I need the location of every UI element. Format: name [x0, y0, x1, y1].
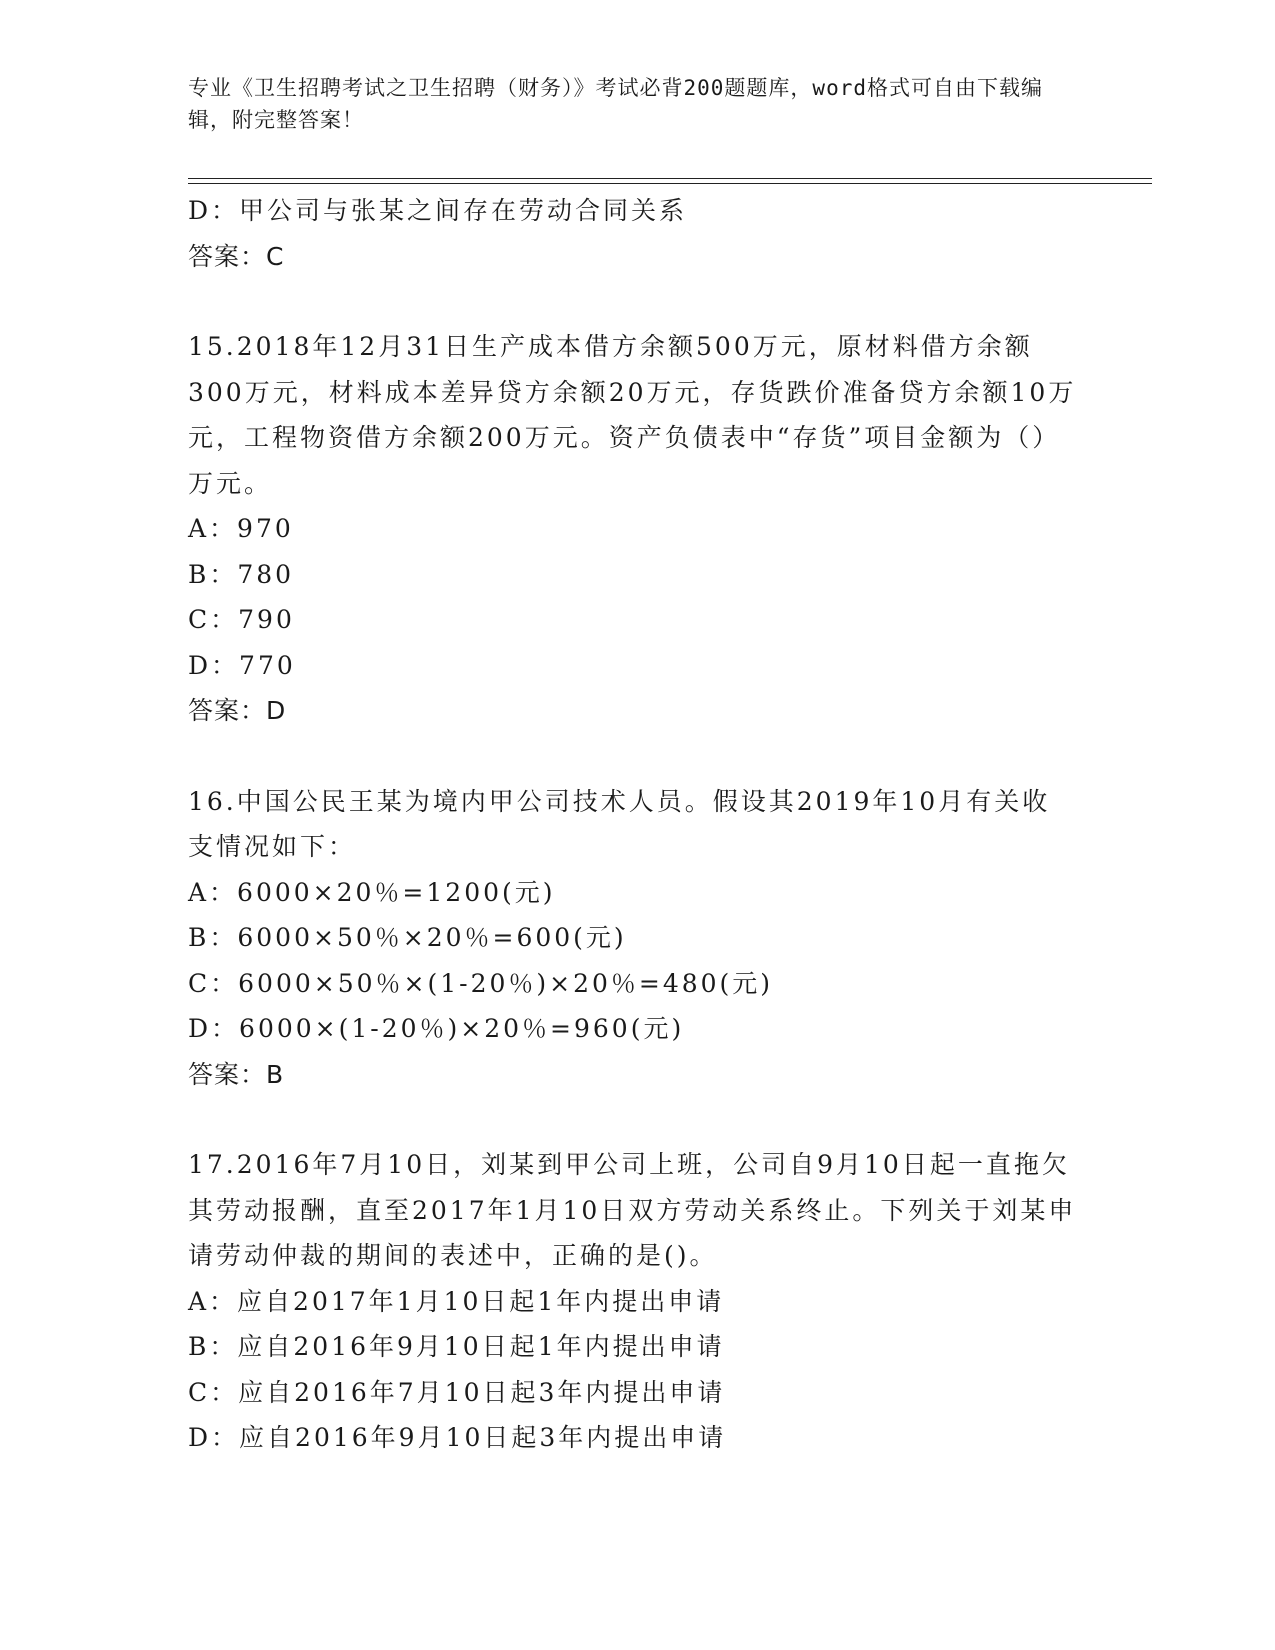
question-17-option-a: A：应自2017年1月10日起1年内提出申请 [188, 1286, 725, 1316]
prev-option-d: D：甲公司与张某之间存在劳动合同关系 [188, 196, 688, 225]
question-16-option-b: B：6000×50％×20％=600(元) [188, 923, 627, 952]
header-rule-top [188, 178, 1152, 179]
spacer [188, 1097, 1088, 1142]
question-content [188, 188, 1088, 1461]
prev-answer: 答案：C [188, 241, 285, 271]
question-15-text: 15.2018年12月31日生产成本借方余额500万元，原材料借方余额300万元，材料成本差异贷方余额20万元，存货跌价准备贷方余额10万元，工程物资借方余额200万元。资产负债表中“存货”项目金额为（）万元。 [188, 332, 1077, 498]
question-17-option-b: B：应自2016年9月10日起1年内提出申请 [188, 1332, 725, 1361]
document-header: 专业《卫生招聘考试之卫生招聘（财务）》考试必背200题题库，word格式可自由下载编辑，附完整答案！ [188, 76, 1043, 132]
question-15-option-b: B：780 [188, 559, 295, 589]
question-15-option-c: C：790 [188, 605, 295, 634]
question-16-option-c: C：6000×50％×(1-20％)×20％=480(元) [188, 968, 774, 998]
question-17-option-c: C：应自2016年7月10日起3年内提出申请 [188, 1377, 726, 1407]
question-16-option-a: A：6000×20％=1200(元) [188, 877, 556, 907]
spacer [188, 279, 1088, 324]
question-15-option-a: A：970 [188, 514, 294, 543]
spacer [188, 734, 1088, 779]
question-15-option-d: D：770 [188, 650, 296, 680]
question-16-text: 16.中国公民王某为境内甲公司技术人员。假设其2019年10月有关收支情况如下： [188, 786, 1051, 861]
question-17-option-d: D：应自2016年9月10日起3年内提出申请 [188, 1423, 727, 1452]
question-17-text: 17.2016年7月10日，刘某到甲公司上班，公司自9月10日起一直拖欠其劳动报酬，直至2017年1月10日双方劳动关系终止。下列关于刘某申请劳动仲裁的期间的表述中，正确的是()。 [188, 1150, 1077, 1270]
question-16-answer: 答案：B [188, 1059, 285, 1089]
question-16-option-d: D：6000×(1-20％)×20％=960(元) [188, 1014, 685, 1043]
question-15-answer: 答案：D [188, 696, 287, 725]
header-rule-bottom [188, 183, 1152, 184]
